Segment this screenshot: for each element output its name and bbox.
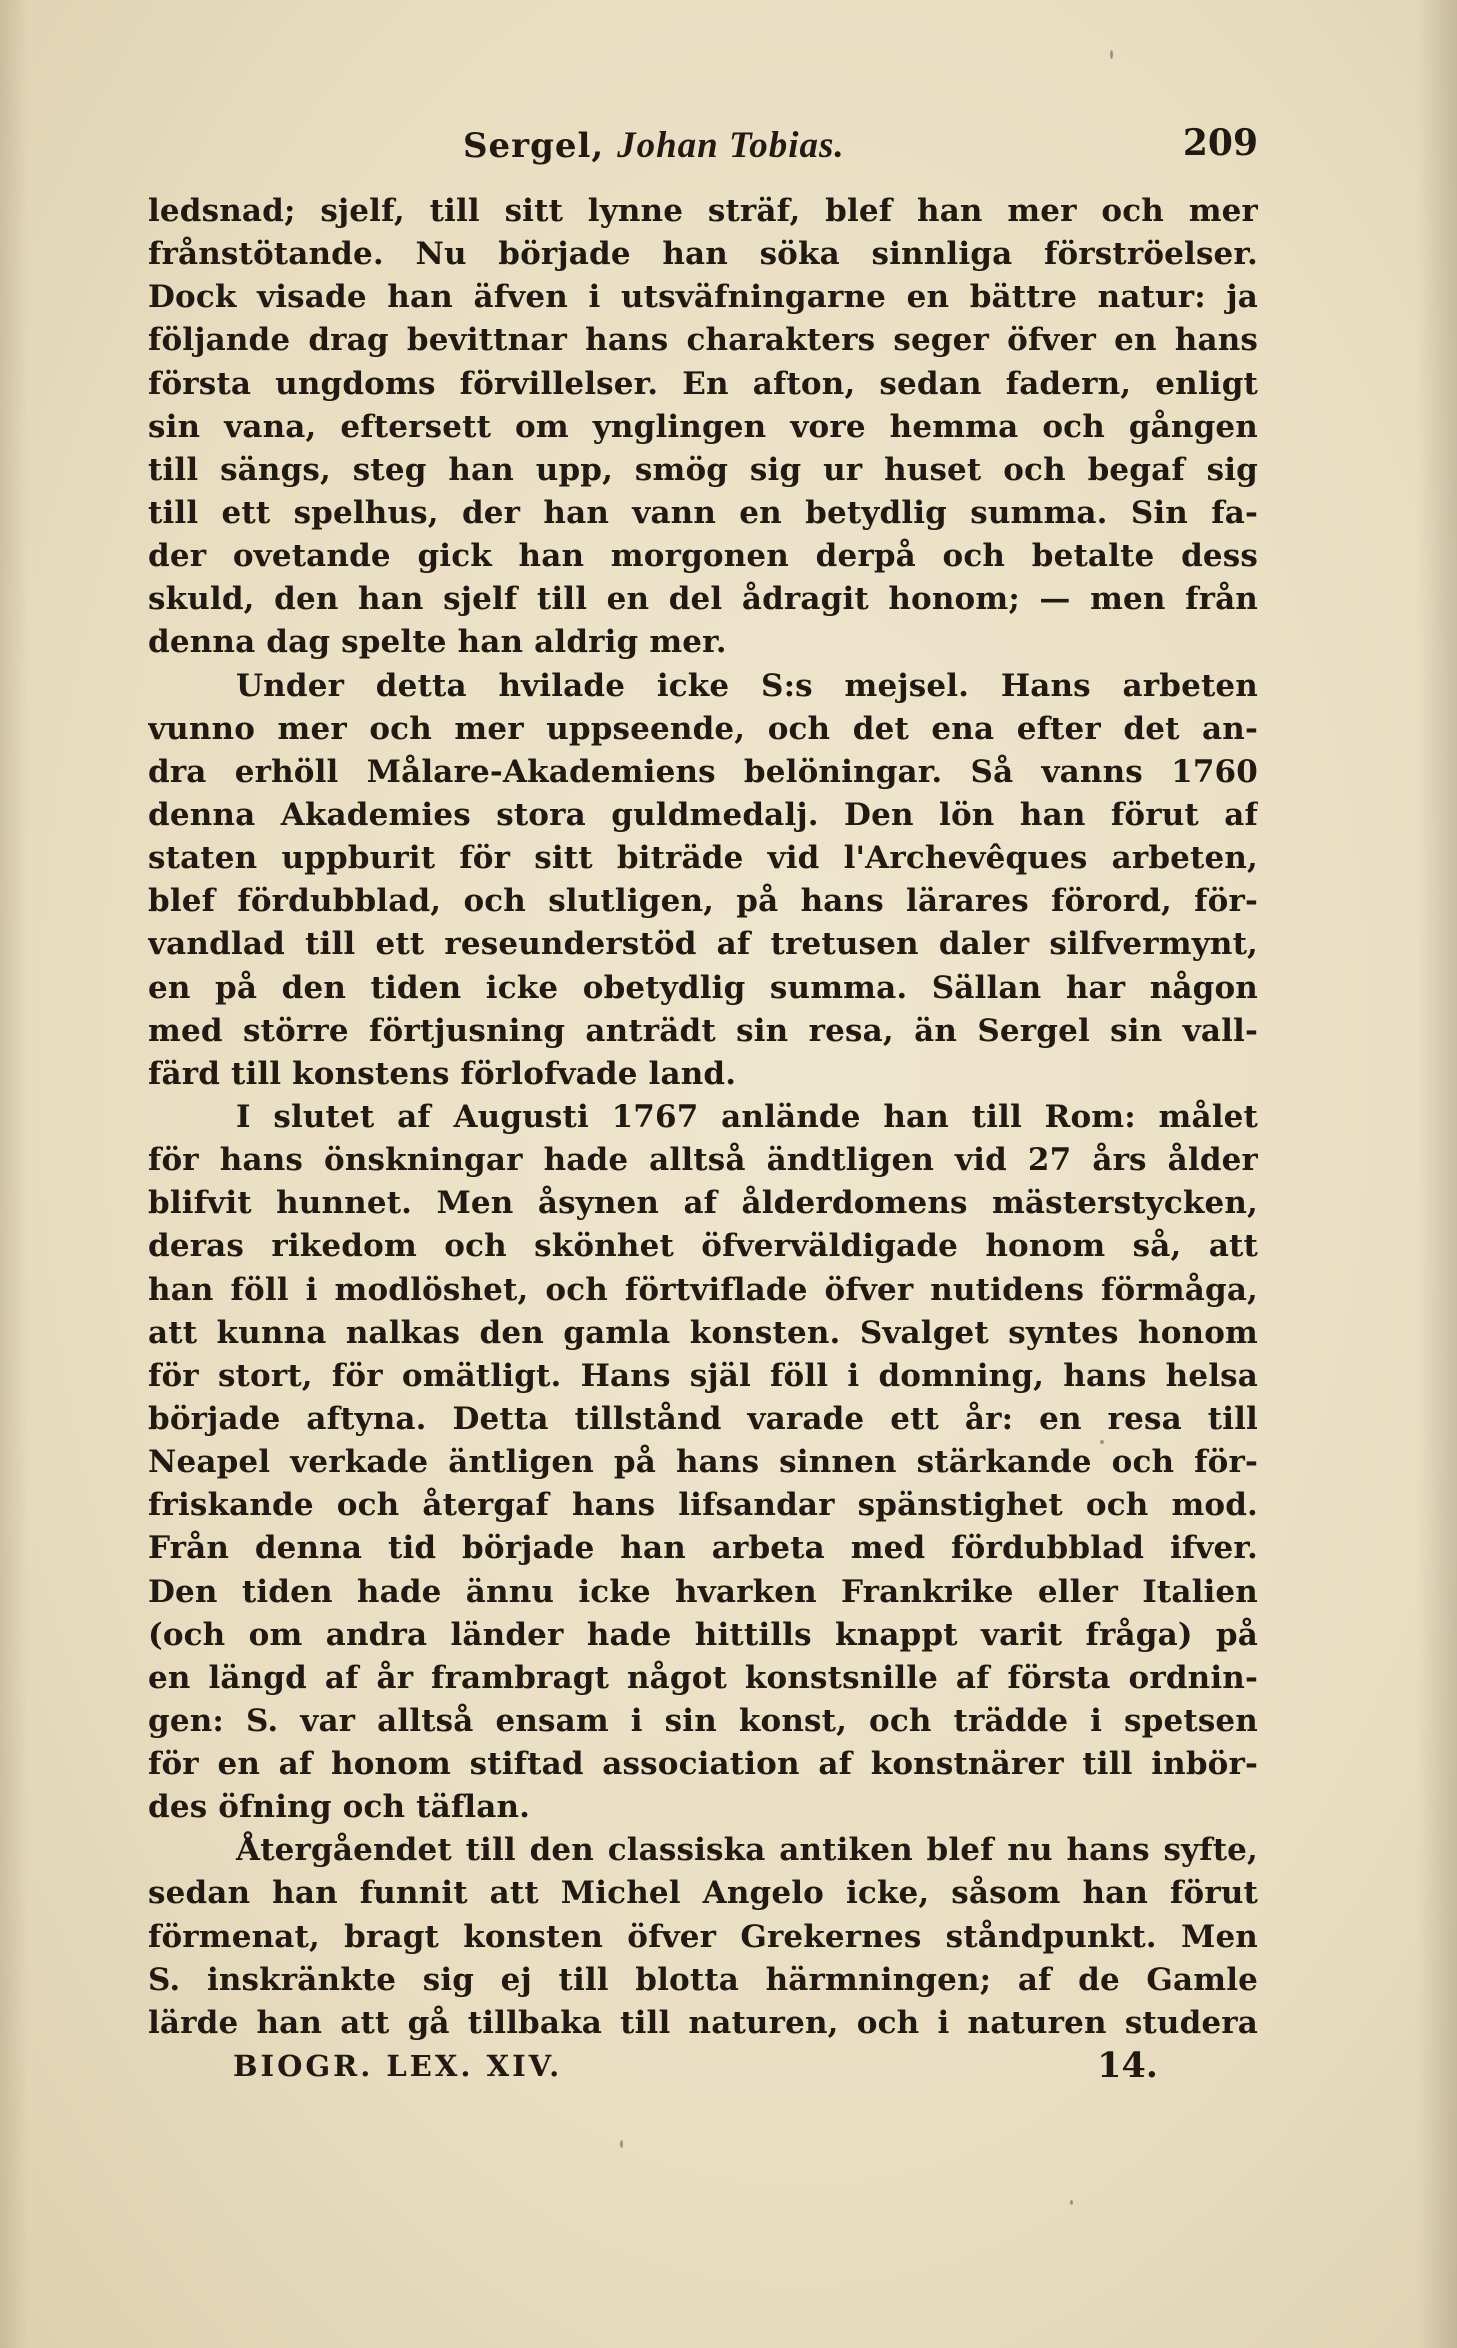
running-head — [463, 124, 845, 167]
text-line: sedan han funnit att Michel Angelo icke, såsom han förut — [148, 1875, 1258, 1912]
page-number: 209 — [1182, 122, 1258, 164]
text-line: deras rikedom och skönhet öfverväldigade honom så, att — [148, 1228, 1258, 1265]
text-line: en på den tiden icke obetydlig summa. Sällan har någon — [148, 969, 1258, 1006]
running-head-separator: , — [591, 126, 605, 166]
text-line: friskande och återgaf hans lifsandar spänstighet och mod. — [148, 1487, 1258, 1524]
text-line: des öfning och täflan. — [148, 1789, 531, 1826]
text-line: med större förtjusning anträdt sin resa, än Sergel sin vall- — [148, 1012, 1258, 1049]
text-line: lärde han att gå tillbaka till naturen, och i naturen studera — [148, 2004, 1258, 2041]
text-line: Dock visade han äfven i utsväfningarne en bättre natur: ja — [148, 279, 1258, 316]
page-header — [148, 118, 1258, 174]
text-line: för hans önskningar hade alltså ändtligen vid 27 års ålder — [148, 1142, 1258, 1179]
text-line: Under detta hvilade icke S:s mejsel. Hans arbeten — [236, 667, 1258, 704]
text-line: sin vana, eftersett om ynglingen vore hemma och gången — [148, 408, 1258, 445]
text-line: för en af honom stiftad association af konstnärer till inbör- — [148, 1746, 1258, 1783]
text-line: Återgåendet till den classiska antiken blef nu hans syfte, — [236, 1832, 1258, 1869]
text-line: Från denna tid började han arbeta med fördubblad ifver. — [148, 1530, 1258, 1567]
text-line: skuld, den han sjelf till en del ådragit honom; — men från — [148, 581, 1258, 618]
text-line: han föll i modlöshet, och förtviflade öfver nutidens förmåga, — [148, 1271, 1258, 1308]
binding-shadow — [0, 0, 28, 2348]
text-line: der ovetande gick han morgonen derpå och betalte dess — [148, 538, 1258, 575]
running-head-surname: Sergel — [463, 126, 592, 166]
text-line: att kunna nalkas den gamla konsten. Svalget syntes honom — [148, 1314, 1258, 1351]
text-line: vandlad till ett reseunderstöd af tretusen daler silfvermynt, — [148, 926, 1258, 963]
text-line: dra erhöll Målare-Akademiens belöningar. Så vanns 1760 — [148, 753, 1258, 790]
text-line: till sängs, steg han upp, smög sig ur huset och begaf sig — [148, 451, 1258, 488]
running-head-given-names: Johan Tobias. — [617, 125, 845, 166]
text-line: började aftyna. Detta tillstånd varade ett år: en resa till — [148, 1400, 1258, 1437]
text-line: Neapel verkade äntligen på hans sinnen stärkande och för- — [148, 1444, 1258, 1481]
text-line: (och om andra länder hade hittills knappt varit fråga) på — [148, 1616, 1258, 1653]
text-line: denna Akademies stora guldmedalj. Den lön han förut af — [148, 796, 1258, 833]
page-edge-shadow — [1417, 0, 1457, 2348]
text-line: frånstötande. Nu började han söka sinnliga förströelser. — [148, 236, 1258, 273]
page-footer — [148, 2043, 1158, 2091]
text-line: S. inskränkte sig ej till blotta härmningen; af de Gamle — [148, 1961, 1258, 1998]
paper-speck — [1110, 50, 1113, 59]
text-line: första ungdoms förvillelser. En afton, sedan fadern, enligt — [148, 365, 1258, 402]
text-line: blifvit hunnet. Men åsynen af ålderdomens mästerstycken, — [148, 1185, 1258, 1222]
sheet-number: 14. — [1097, 2045, 1158, 2086]
text-line: staten uppburit för sitt biträde vid l'Archevêques arbeten, — [148, 840, 1258, 877]
text-line: denna dag spelte han aldrig mer. — [148, 624, 727, 661]
text-line: blef fördubblad, och slutligen, på hans lärares förord, för- — [148, 883, 1258, 920]
body-text — [148, 190, 1258, 2045]
printer-signature: BIOGR. LEX. XIV. — [233, 2049, 563, 2083]
paper-speck — [1070, 2200, 1073, 2205]
text-line: Den tiden hade ännu icke hvarken Frankrike eller Italien — [148, 1573, 1258, 1610]
text-line: ledsnad; sjelf, till sitt lynne sträf, blef han mer och mer — [148, 193, 1258, 229]
text-line: färd till konstens förlofvade land. — [148, 1055, 737, 1092]
text-line: för stort, för omätligt. Hans själ föll i domning, hans helsa — [148, 1357, 1258, 1394]
text-line: I slutet af Augusti 1767 anlände han till Rom: målet — [236, 1098, 1258, 1135]
paper-speck — [620, 2140, 623, 2148]
paper-speck — [1100, 1440, 1104, 1444]
text-line: följande drag bevittnar hans charakters seger öfver en hans — [148, 322, 1258, 359]
text-line: förmenat, bragt konsten öfver Grekernes ståndpunkt. Men — [148, 1918, 1258, 1955]
text-line: en längd af år frambragt något konstsnille af första ordnin- — [148, 1659, 1258, 1696]
text-line: till ett spelhus, der han vann en betydlig summa. Sin fa- — [148, 494, 1258, 531]
text-line: gen: S. var alltså ensam i sin konst, och trädde i spetsen — [148, 1702, 1258, 1739]
text-line: vunno mer och mer uppseende, och det ena efter det an- — [148, 710, 1258, 747]
